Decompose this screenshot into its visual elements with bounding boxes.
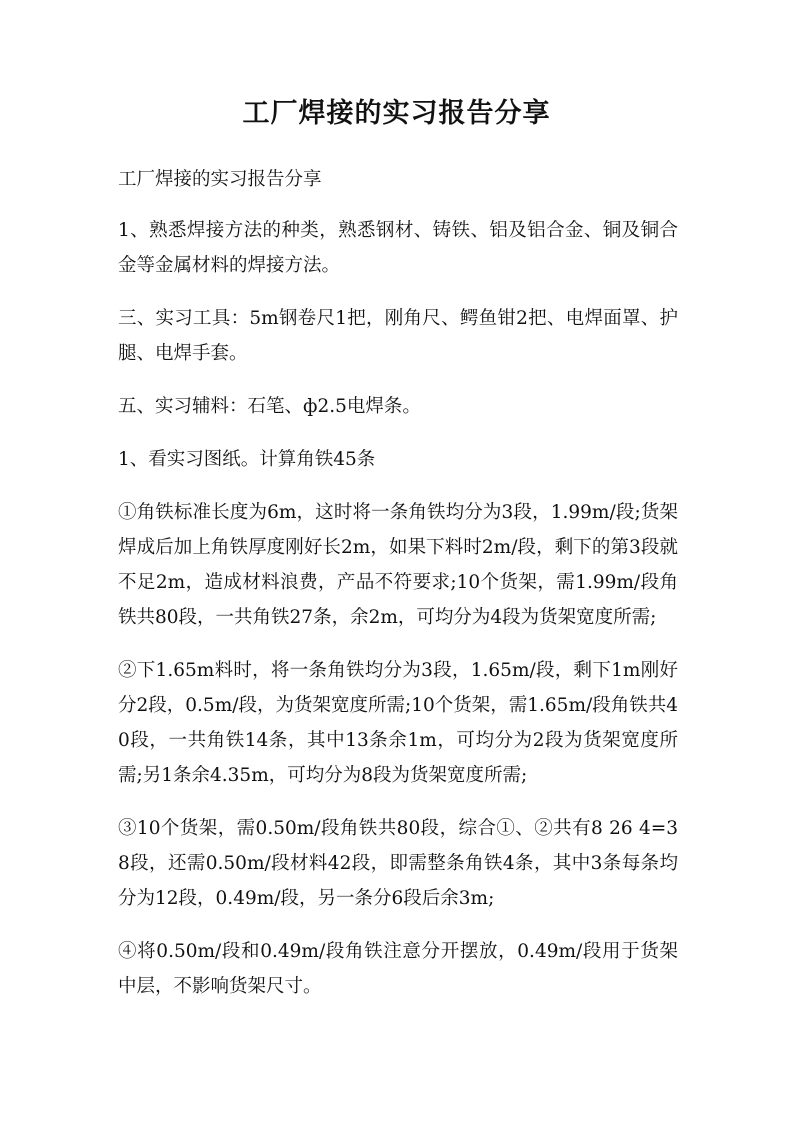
document-body <box>118 162 678 1022</box>
paragraph-item-3: ③10个货架，需0.50m/段角铁共80段，综合①、②共有8 26 4=38段，还需0.50m/段材料42段，即需整条角铁4条，其中3条每条均分为12段，0.49m/段，另一条分6段后余3m; <box>118 818 678 909</box>
paragraph-materials: 五、实习辅料：石笔、ф2.5电焊条。 <box>118 396 421 417</box>
paragraph-subtitle: 工厂焊接的实习报告分享 <box>118 169 322 190</box>
document-title: 工厂焊接的实习报告分享 <box>242 98 551 129</box>
paragraph-item-1: ①角铁标准长度为6m，这时将一条角铁均分为3段，1.99m/段;货架焊成后加上角铁厚度刚好长2m，如果下料时2m/段，剩下的第3段就不足2m，造成材料浪费，产品不符要求;10个货架，需1.99m/段角铁共80段，一共角铁27条，余2m，可均分为4段为货架宽度所需; <box>118 502 678 628</box>
paragraph-item-4: ④将0.50m/段和0.49m/段角铁注意分开摆放，0.49m/段用于货架中层，不影响货架尺寸。 <box>118 941 678 997</box>
paragraph-objective: 1、熟悉焊接方法的种类，熟悉钢材、铸铁、铝及铝合金、铜及铜合金等金属材料的焊接方法。 <box>118 220 678 276</box>
paragraph-step-1: 1、看实习图纸。计算角铁45条 <box>118 449 376 470</box>
paragraph-item-2: ②下1.65m料时，将一条角铁均分为3段，1.65m/段，剩下1m刚好分2段，0.5m/段，为货架宽度所需;10个货架，需1.65m/段角铁共40段，一共角铁14条，其中13条余1m，可均分为2段为货架宽度所需;另1条余4.35m，可均分为8段为货架宽度所需; <box>118 660 678 786</box>
paragraph-tools: 三、实习工具：5m钢卷尺1把，刚角尺、鳄鱼钳2把、电焊面罩、护腿、电焊手套。 <box>118 308 678 364</box>
